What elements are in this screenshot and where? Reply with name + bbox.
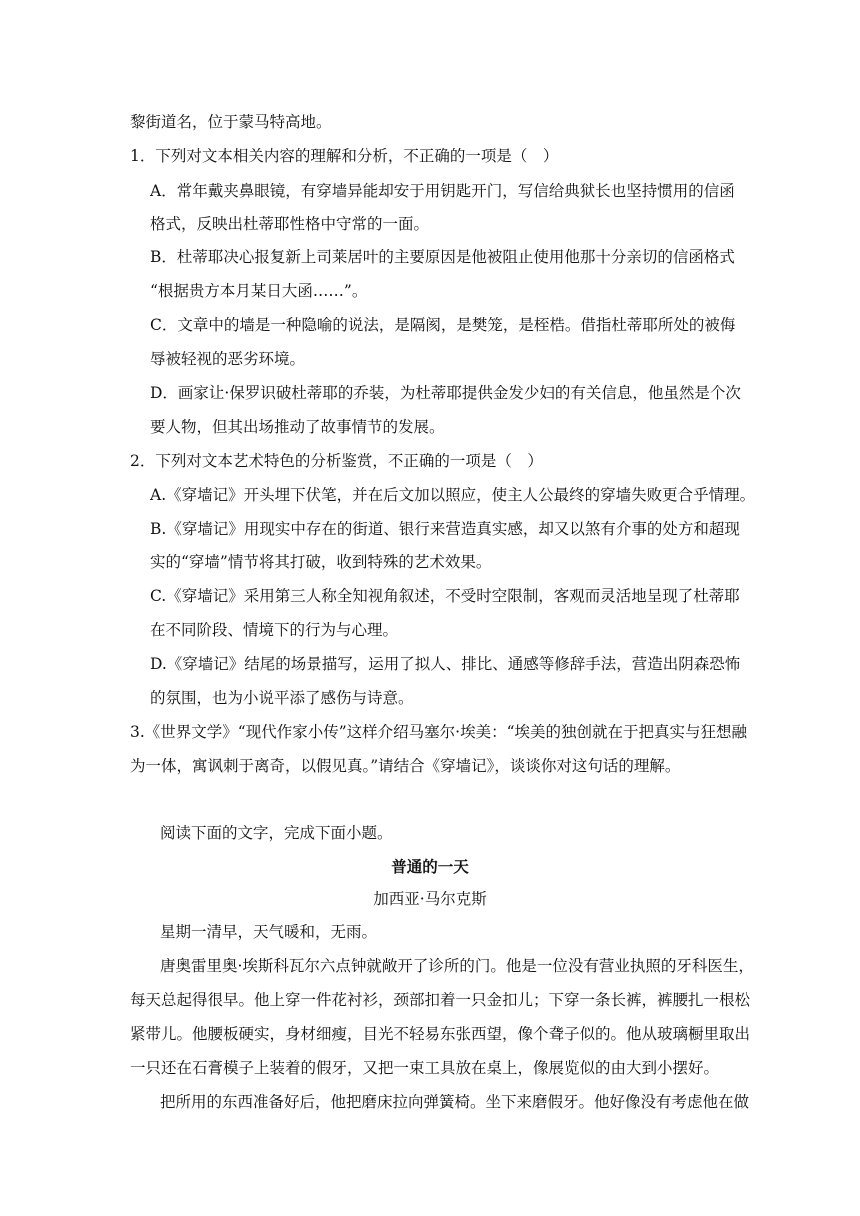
q3-line1: 3.《世界文学》“现代作家小传”这样介绍马塞尔·埃美：“埃美的独创就在于把真实与狂想融 <box>130 723 747 741</box>
q1-option-b-line1: B．杜蒂耶决心报复新上司莱居叶的主要原因是他被阻止使用他那十分亲切的信函格式 <box>150 248 735 266</box>
story-paragraph-2-line4: 一只还在石膏模子上装着的假牙，又把一束工具放在桌上，像展览似的由大到小摆好。 <box>130 1059 720 1077</box>
q1-option-d-line2: 要人物，但其出场推动了故事情节的发展。 <box>150 418 445 436</box>
story-paragraph-3-line1: 把所用的东西准备好后，他把磨床拉向弹簧椅。坐下来磨假牙。他好像没有考虑他在做 <box>160 1093 750 1111</box>
q1-option-d-line1: D．画家让·保罗识破杜蒂耶的乔装，为杜蒂耶提供金发少妇的有关信息，他虽然是个次 <box>150 384 741 402</box>
story-author: 加西亚·马尔克斯 <box>373 890 487 908</box>
story-paragraph-1: 星期一清早，天气暖和，无雨。 <box>160 923 378 941</box>
story-paragraph-2-line2: 每天总起得很早。他上穿一件花衬衫，颈部扣着一只金扣儿；下穿一条长裤，裤腰扎一根松 <box>130 991 751 1009</box>
q1-option-a-line2: 格式，反映出杜蒂耶性格中守常的一面。 <box>150 215 430 233</box>
q1-option-b-line2: “根据贵方本月某日大函……”。 <box>150 282 368 300</box>
q1-option-a-line1: A．常年戴夹鼻眼镜，有穿墙异能却安于用钥匙开门，写信给典狱长也坚持惯用的信函 <box>150 182 735 200</box>
q1-option-c-line1: C．文章中的墙是一种隐喻的说法，是隔阂，是樊笼，是桎梏。借指杜蒂耶所处的被侮 <box>150 316 736 334</box>
intro-tail-line: 黎街道名，位于蒙马特高地。 <box>130 113 332 131</box>
q3-line2: 为一体，寓讽刺于离奇，以假见真。”请结合《穿墙记》，谈谈你对这句话的理解。 <box>130 757 681 775</box>
q2-option-b-line1: B.《穿墙记》用现实中存在的街道、银行来营造真实感，却又以煞有介事的处方和超现 <box>150 520 740 538</box>
story-paragraph-2-line3: 紧带儿。他腰板硬实，身材细瘦，目光不轻易东张西望，像个聋子似的。他从玻璃橱里取出 <box>130 1025 751 1043</box>
reading-instruction: 阅读下面的文字，完成下面小题。 <box>160 824 393 842</box>
q2-option-d-line2: 的氛围，也为小说平添了感伤与诗意。 <box>150 689 414 707</box>
q1-option-c-line2: 辱被轻视的恶劣环境。 <box>150 350 306 368</box>
q2-option-a-line1: A.《穿墙记》开头埋下伏笔，并在后文加以照应，使主人公最终的穿墙失败更合乎情理。 <box>150 486 756 504</box>
q1-stem: 1．下列对文本相关内容的理解和分析，不正确的一项是（ ） <box>130 147 559 165</box>
story-title: 普通的一天 <box>391 857 469 876</box>
q2-option-d-line1: D.《穿墙记》结尾的场景描写，运用了拟人、排比、通感等修辞手法，营造出阴森恐怖 <box>150 655 741 673</box>
story-paragraph-2-line1: 唐奥雷里奥·埃斯科瓦尔六点钟就敞开了诊所的门。他是一位没有营业执照的牙科医生， <box>160 957 754 975</box>
q2-option-b-line2: 实的“穿墙”情节将其打破，收到特殊的艺术效果。 <box>150 553 492 571</box>
q2-stem: 2．下列对文本艺术特色的分析鉴赏，不正确的一项是（ ） <box>130 452 543 470</box>
q2-option-c-line2: 在不同阶段、情境下的行为与心理。 <box>150 621 399 639</box>
q2-option-c-line1: C.《穿墙记》采用第三人称全知视角叙述，不受时空限制，客观而灵活地呈现了杜蒂耶 <box>150 587 740 605</box>
